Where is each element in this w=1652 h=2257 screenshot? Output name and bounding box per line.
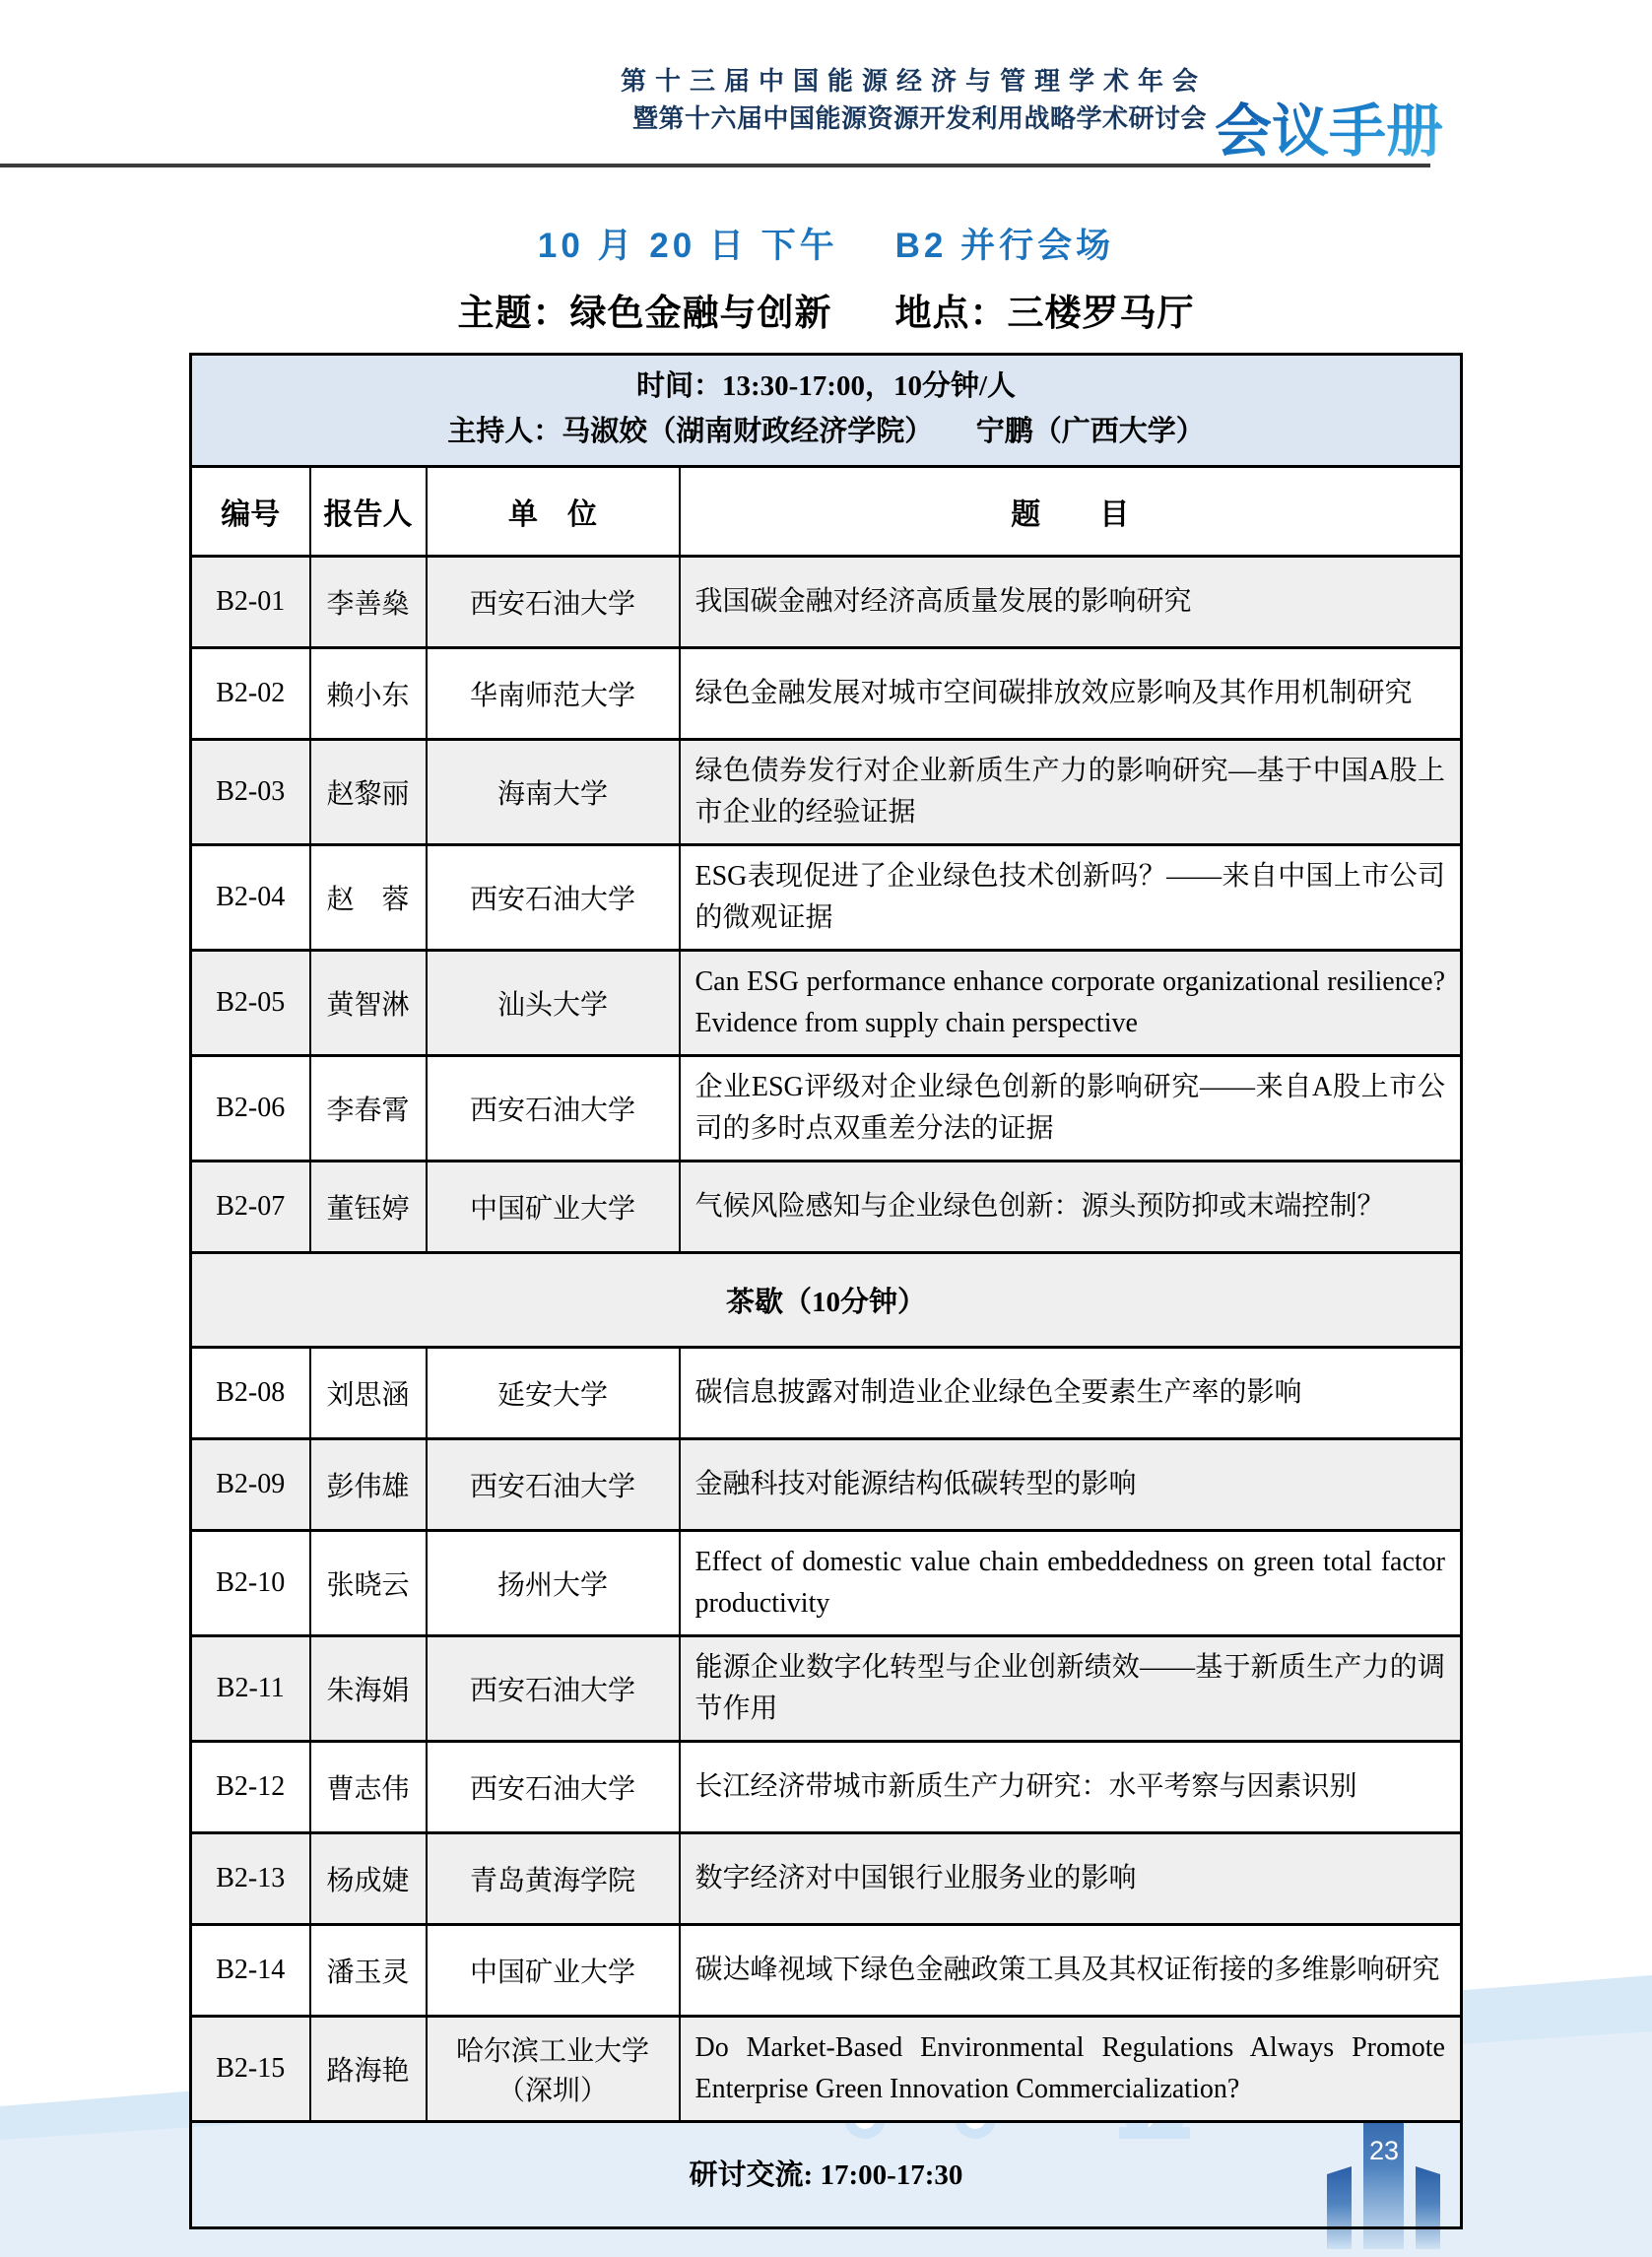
row-id-cell: B2-06 bbox=[191, 1055, 310, 1161]
column-header-title: 题 目 bbox=[680, 466, 1462, 556]
title-cell: 金融科技对能源结构低碳转型的影响 bbox=[680, 1438, 1462, 1530]
table-row bbox=[191, 556, 1462, 647]
table-row bbox=[191, 1530, 1462, 1635]
row-id-cell: B2-15 bbox=[191, 2016, 310, 2121]
title-cell: 绿色债券发行对企业新质生产力的影响研究—基于中国A股上市企业的经验证据 bbox=[680, 739, 1462, 844]
table-row bbox=[191, 1635, 1462, 1741]
presenter-cell: 赵黎丽 bbox=[310, 739, 427, 844]
table-row bbox=[191, 2016, 1462, 2121]
title-cell: 我国碳金融对经济高质量发展的影响研究 bbox=[680, 556, 1462, 647]
affiliation-cell: 西安石油大学 bbox=[427, 1438, 680, 1530]
presenter-cell: 赖小东 bbox=[310, 647, 427, 739]
affiliation-cell: 哈尔滨工业大学（深圳） bbox=[427, 2016, 680, 2121]
tea-break-row-label: 茶歇（10分钟） bbox=[191, 1252, 1462, 1347]
column-header-row bbox=[191, 466, 1462, 556]
table-row bbox=[191, 1055, 1462, 1161]
affiliation-cell: 华南师范大学 bbox=[427, 647, 680, 739]
affiliation-cell: 西安石油大学 bbox=[427, 844, 680, 950]
presenter-cell: 李春霄 bbox=[310, 1055, 427, 1161]
table-row bbox=[191, 1741, 1462, 1832]
title-cell: 数字经济对中国银行业服务业的影响 bbox=[680, 1832, 1462, 1924]
row-id-cell: B2-02 bbox=[191, 647, 310, 739]
presenter-cell: 曹志伟 bbox=[310, 1741, 427, 1832]
conference-header bbox=[621, 63, 1207, 137]
closing-discussion-row bbox=[191, 2121, 1462, 2227]
row-id-cell: B2-14 bbox=[191, 1924, 310, 2016]
affiliation-cell: 海南大学 bbox=[427, 739, 680, 844]
affiliation-cell: 西安石油大学 bbox=[427, 1635, 680, 1741]
presenter-cell: 黄智淋 bbox=[310, 950, 427, 1055]
header-divider-line bbox=[0, 164, 1430, 167]
session-title bbox=[0, 219, 1652, 268]
row-id-cell: B2-01 bbox=[191, 556, 310, 647]
table-row bbox=[191, 1832, 1462, 1924]
row-id-cell: B2-03 bbox=[191, 739, 310, 844]
session-time: 时间：13:30-17:00，10分钟/人 bbox=[635, 370, 1017, 402]
session-topic: 主题：绿色金融与创新 bbox=[457, 293, 832, 333]
affiliation-cell: 西安石油大学 bbox=[427, 556, 680, 647]
column-header-id: 编号 bbox=[191, 466, 310, 556]
row-id-cell: B2-05 bbox=[191, 950, 310, 1055]
table-row bbox=[191, 950, 1462, 1055]
title-cell: 碳信息披露对制造业企业绿色全要素生产率的影响 bbox=[680, 1347, 1462, 1438]
affiliation-cell: 西安石油大学 bbox=[427, 1055, 680, 1161]
presenter-cell: 朱海娟 bbox=[310, 1635, 427, 1741]
presenter-cell: 赵 蓉 bbox=[310, 844, 427, 950]
session-venue: B2 并行会场 bbox=[894, 227, 1115, 265]
title-cell: ESG表现促进了企业绿色技术创新吗？——来自中国上市公司的微观证据 bbox=[680, 844, 1462, 950]
closing-discussion-row-label: 研讨交流: 17:00-17:30 bbox=[191, 2121, 1462, 2227]
affiliation-cell: 汕头大学 bbox=[427, 950, 680, 1055]
title-cell: 长江经济带城市新质生产力研究：水平考察与因素识别 bbox=[680, 1741, 1462, 1832]
row-id-cell: B2-10 bbox=[191, 1530, 310, 1635]
title-cell: 气候风险感知与企业绿色创新：源头预防抑或末端控制？ bbox=[680, 1161, 1462, 1252]
row-id-cell: B2-12 bbox=[191, 1741, 310, 1832]
title-cell: Can ESG performance enhance corporate organizational resilience? Evidence from supply chain perspective bbox=[680, 950, 1462, 1055]
table-row bbox=[191, 1438, 1462, 1530]
row-id-cell: B2-11 bbox=[191, 1635, 310, 1741]
affiliation-cell: 中国矿业大学 bbox=[427, 1924, 680, 2016]
presenter-cell: 张晓云 bbox=[310, 1530, 427, 1635]
row-id-cell: B2-09 bbox=[191, 1438, 310, 1530]
handbook-logo: 会议手册 bbox=[1215, 85, 1443, 167]
page-number: 23 bbox=[1368, 2136, 1400, 2165]
affiliation-cell: 西安石油大学 bbox=[427, 1741, 680, 1832]
title-cell: Do Market-Based Environmental Regulations Always Promote Enterprise Green Innovation Commercialization? bbox=[680, 2016, 1462, 2121]
table-row bbox=[191, 1347, 1462, 1438]
title-cell: 能源企业数字化转型与企业创新绩效——基于新质生产力的调节作用 bbox=[680, 1635, 1462, 1741]
column-header-presenter: 报告人 bbox=[310, 466, 427, 556]
affiliation-cell: 中国矿业大学 bbox=[427, 1161, 680, 1252]
presenter-cell: 李善燊 bbox=[310, 556, 427, 647]
column-header-affiliation: 单 位 bbox=[427, 466, 680, 556]
row-id-cell: B2-04 bbox=[191, 844, 310, 950]
title-cell: Effect of domestic value chain embeddedness on green total factor productivity bbox=[680, 1530, 1462, 1635]
row-id-cell: B2-08 bbox=[191, 1347, 310, 1438]
title-cell: 绿色金融发展对城市空间碳排放效应影响及其作用机制研究 bbox=[680, 647, 1462, 739]
affiliation-cell: 青岛黄海学院 bbox=[427, 1832, 680, 1924]
row-id-cell: B2-07 bbox=[191, 1161, 310, 1252]
table-row bbox=[191, 1924, 1462, 2016]
presenter-cell: 潘玉灵 bbox=[310, 1924, 427, 2016]
affiliation-cell: 延安大学 bbox=[427, 1347, 680, 1438]
presenter-cell: 刘思涵 bbox=[310, 1347, 427, 1438]
conference-title-line2: 暨第十六届中国能源资源开发利用战略学术研讨会 bbox=[631, 102, 1207, 133]
presenter-cell: 董钰婷 bbox=[310, 1161, 427, 1252]
tea-break-row bbox=[191, 1252, 1462, 1347]
presenter-cell: 杨成婕 bbox=[310, 1832, 427, 1924]
table-row bbox=[191, 647, 1462, 739]
table-row bbox=[191, 739, 1462, 844]
title-cell: 企业ESG评级对企业绿色创新的影响研究——来自A股上市公司的多时点双重差分法的证据 bbox=[680, 1055, 1462, 1161]
session-chairs: 主持人：马淑姣（湖南财政经济学院） 宁鹏（广西大学） bbox=[447, 416, 1205, 448]
session-location: 地点：三楼罗马厅 bbox=[894, 293, 1195, 333]
schedule-table bbox=[189, 353, 1463, 2229]
presenter-cell: 路海艳 bbox=[310, 2016, 427, 2121]
session-date: 10 月 20 日 下午 bbox=[537, 227, 838, 265]
affiliation-cell: 扬州大学 bbox=[427, 1530, 680, 1635]
table-row bbox=[191, 844, 1462, 950]
title-cell: 碳达峰视域下绿色金融政策工具及其权证衔接的多维影响研究 bbox=[680, 1924, 1462, 2016]
session-info-row bbox=[191, 355, 1462, 467]
row-id-cell: B2-13 bbox=[191, 1832, 310, 1924]
schedule-table-body bbox=[191, 355, 1462, 2228]
presenter-cell: 彭伟雄 bbox=[310, 1438, 427, 1530]
conference-title-line1: 第十三届中国能源经济与管理学术年会 bbox=[620, 66, 1207, 96]
table-row bbox=[191, 1161, 1462, 1252]
topic-line bbox=[0, 283, 1652, 336]
